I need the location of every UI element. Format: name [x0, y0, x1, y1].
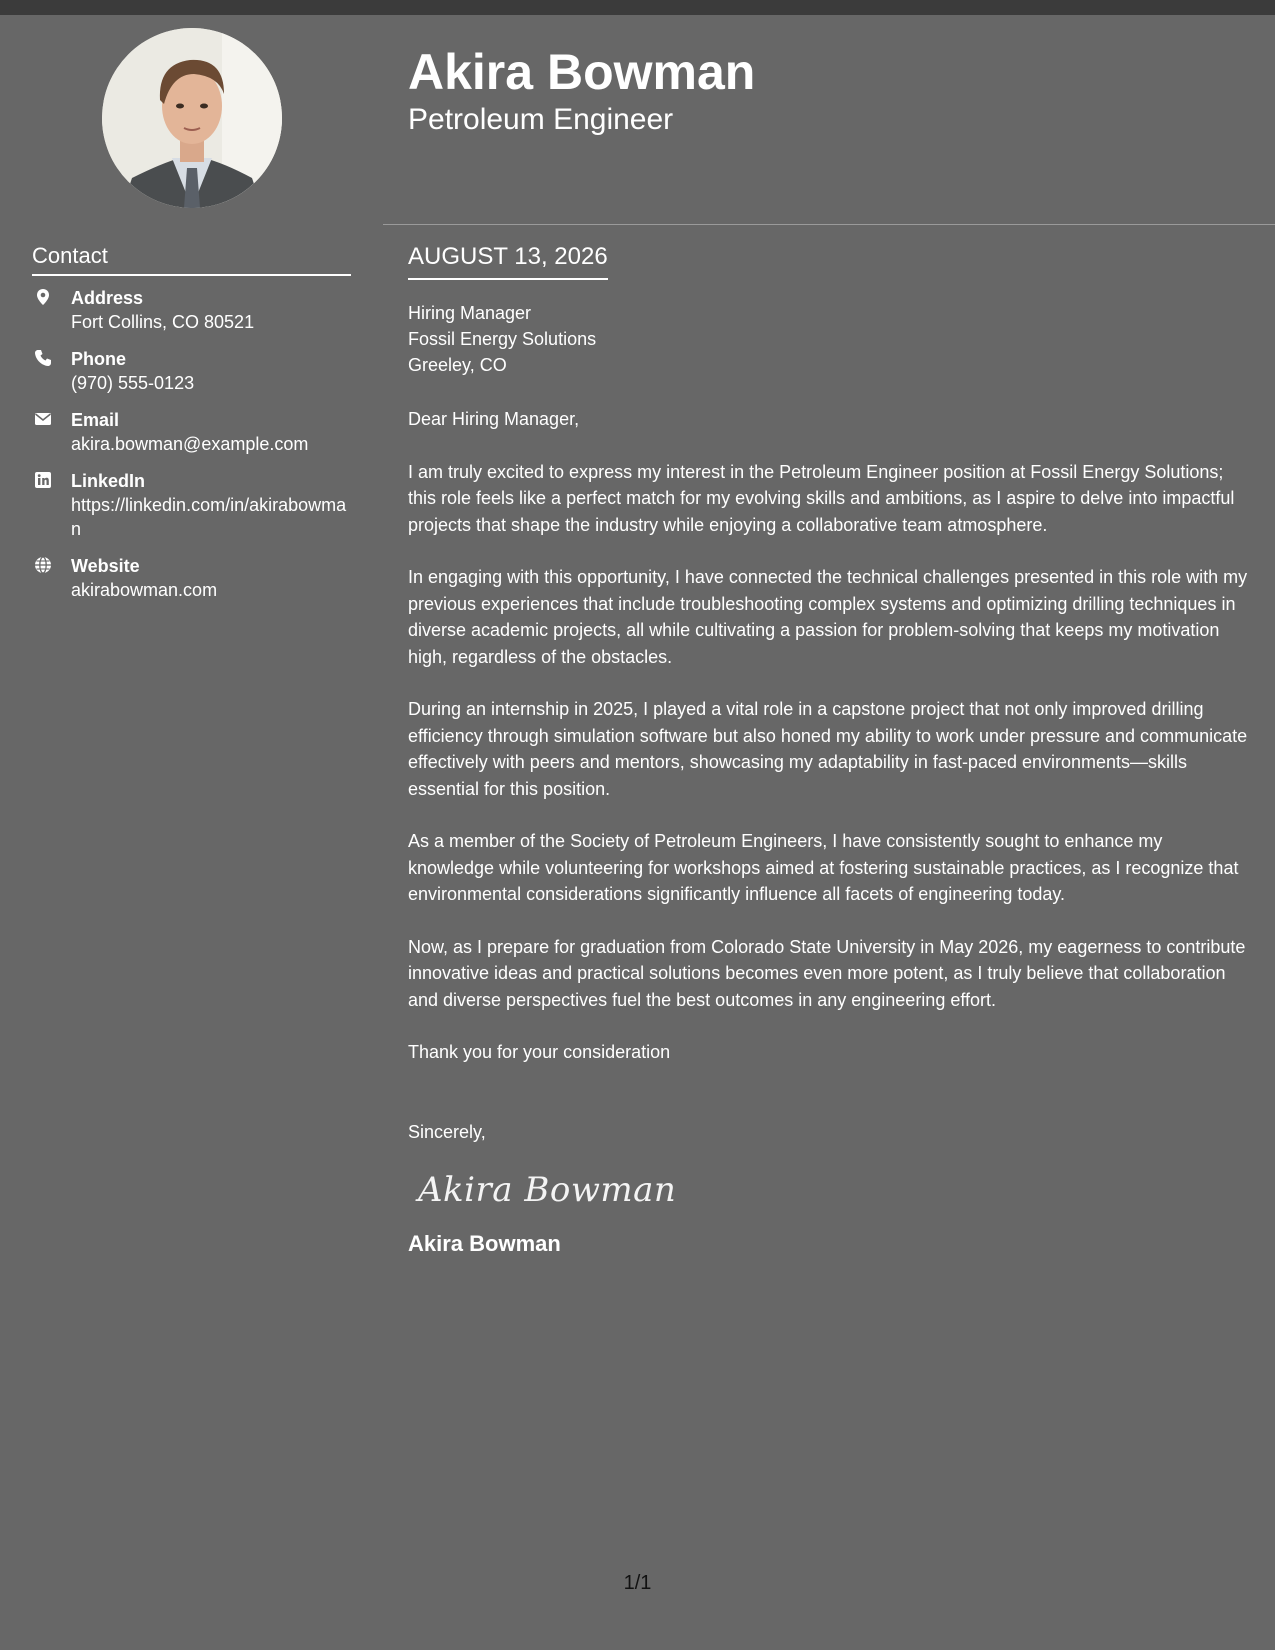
paragraph: In engaging with this opportunity, I have connected the technical challenges presented in this role with my previous experiences that include troubleshooting complex systems and optimizing drilling techniques in diverse academic projects, all while cultivating a passion for problem-solving that keeps my motivation high, regardless of the obstacles. [408, 567, 1248, 667]
contact-value: https://linkedin.com/in/akirabowman [71, 495, 347, 539]
avatar [102, 28, 282, 208]
contact-email [32, 408, 352, 456]
page-number: 1/1 [623, 1572, 652, 1594]
contact-label: LinkedIn [71, 471, 146, 491]
contact-address [32, 286, 352, 334]
paragraph: As a member of the Society of Petroleum Engineers, I have consistently sought to enhance my knowledge while volunteering for workshops aimed at fostering sustainable practices, as I recognize that environmental considerations significantly influence all facets of engineering today. [408, 831, 1239, 904]
recipient-location: Greeley, CO [408, 355, 507, 375]
phone-icon [34, 349, 52, 367]
recipient-block [408, 300, 1248, 378]
thank-you-line: Thank you for your consideration [408, 1042, 671, 1062]
letter-body [408, 240, 1248, 1259]
contact-website [32, 554, 352, 602]
contact-label: Address [71, 288, 144, 308]
salutation: Dear Hiring Manager, [408, 409, 580, 429]
contact-label: Email [71, 410, 120, 430]
applicant-name: Akira Bowman [408, 44, 756, 100]
contact-linkedin [32, 469, 352, 541]
job-title: Petroleum Engineer [408, 103, 674, 136]
paragraph: During an internship in 2025, I played a vital role in a capstone project that not only improved drilling efficiency through simulation software but also honed my ability to work under pressure and communicate effectively with peers and mentors, showcasing my adaptability in fast-paced environments—skills essential for this position. [408, 699, 1248, 799]
contact-phone [32, 347, 352, 395]
letter-date: AUGUST 13, 2026 [408, 240, 608, 280]
paragraph: Now, as I prepare for graduation from Colorado State University in May 2026, my eagerness to contribute innovative ideas and practical solutions becomes even more potent, as I truly believe that collaboration and diverse perspectives fuel the best outcomes in any engineering effort. [408, 936, 1246, 1010]
linkedin-icon [34, 471, 52, 489]
letter-content [408, 406, 1248, 1066]
contact-label: Phone [71, 349, 127, 369]
profile-photo [102, 28, 282, 208]
paragraph: I am truly excited to express my interest in the Petroleum Engineer position at Fossil Energy Solutions; this role feels like a perfect match for my evolving skills and ambitions, as I aspire to delve into impactful projects that shape the industry while enjoying a collaborative team atmosphere. [408, 461, 1235, 535]
contact-value: akira.bowman@example.com [71, 434, 309, 454]
contact-value: Fort Collins, CO 80521 [71, 312, 255, 332]
signed-name: Akira Bowman [408, 1230, 561, 1256]
contact-list [32, 286, 352, 615]
location-pin-icon [34, 288, 52, 306]
contact-value: (970) 555-0123 [71, 373, 195, 393]
globe-icon [34, 556, 52, 574]
recipient-company: Fossil Energy Solutions [408, 329, 597, 349]
closing: Sincerely, [408, 1121, 486, 1142]
envelope-icon [34, 410, 52, 428]
top-strip [0, 0, 1275, 15]
header-divider [383, 224, 1275, 225]
contact-value: akirabowman.com [71, 580, 218, 600]
signature: Akira Bowman [418, 1169, 677, 1210]
contact-heading: Contact [32, 242, 351, 276]
contact-label: Website [71, 556, 140, 576]
recipient-name: Hiring Manager [408, 303, 532, 323]
